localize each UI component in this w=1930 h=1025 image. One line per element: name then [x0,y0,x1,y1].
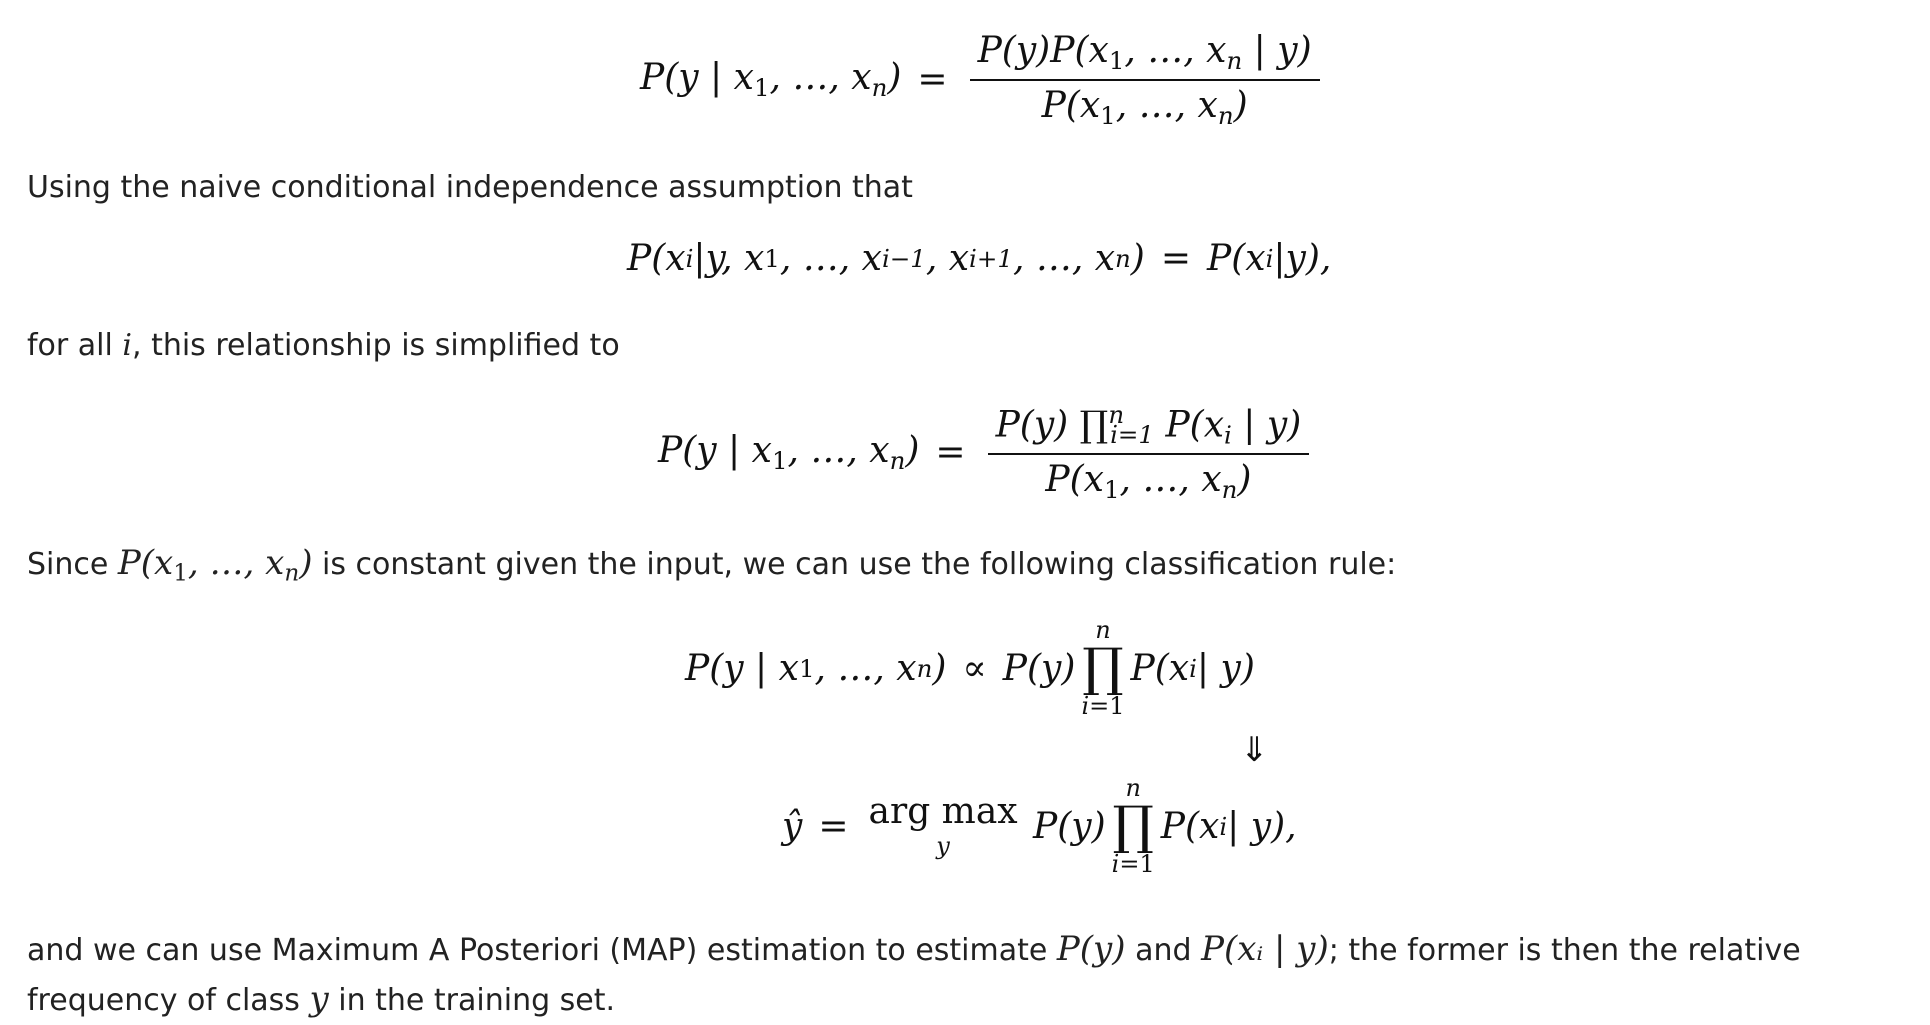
bayes-lhs: P(y | $x_1$, …, $x_n$) [640,57,902,103]
paragraph-since-constant: Since $P(x_1$, …, $x_n$) is constant given the input, we can use the following classification rule: [27,543,1397,587]
simplified-numerator: P(y) ∏$^n_{i=1}$ $P(x_i$ | y) [988,400,1310,455]
equation-proportional: P(y | x 1 , …, x n ) ∝ P(y) n ∏ i=1 P(x i | y) [685,616,1255,720]
inline-math-evidence: $P(x_1$, …, $x_n$) [117,543,313,587]
equation-bayes: P(y | $x_1$, …, $x_n$) = $\frac{P(y)P(x_1, \dots, x_n | y)}{P(x_1, \dots, x_n)}$ [640,30,1326,130]
product-operator: n ∏ i=1 [1111,774,1155,878]
inline-math-prior: P(y) [1056,929,1126,969]
var-i: i [122,328,132,363]
implies-arrow-icon: ⇓ [1240,730,1269,770]
bayes-numerator: $P(y)P(x_1$, …, $x_n$ | y) [970,30,1320,81]
product-operator: n ∏ i=1 [1081,616,1125,720]
simplified-fraction [988,400,1310,504]
paragraph-for-all-i: for all i, this relationship is simplified to [27,328,620,363]
paragraph-independence-intro: Using the naive conditional independence assumption that [27,170,913,205]
argmax-operator: arg max y [868,791,1018,860]
simplified-lhs: P(y | $x_1$, …, $x_n$) [658,429,920,475]
equation-independence: P(x i |y, x 1 , …, x i−1 , x i+1 , …, x n ) = P(x i |y), [627,238,1332,279]
simplified-denominator: $P(x_1$, …, $x_n$) [1045,459,1252,505]
inline-math-class: y [309,979,329,1019]
inline-math-likelihood: P(xᵢ | y) [1201,929,1329,969]
equation-decision-rule: ŷ = arg max y P(y) n ∏ i=1 P(x i | y), [782,774,1297,878]
bayes-fraction [970,30,1320,130]
bayes-denominator: $P(x_1$, …, $x_n$) [1041,84,1248,130]
paragraph-map-estimation: and we can use Maximum A Posteriori (MAP) estimation to estimate P(y) and P(xᵢ | y); the former is then the relative frequency of class y in the training set. [27,929,1801,1019]
equation-simplified: P(y | $x_1$, …, $x_n$) = $\frac{P(y) \prod^n_{i=1} P(x_i | y)}{P(x_1, \dots, x_n)}$ [658,400,1315,504]
